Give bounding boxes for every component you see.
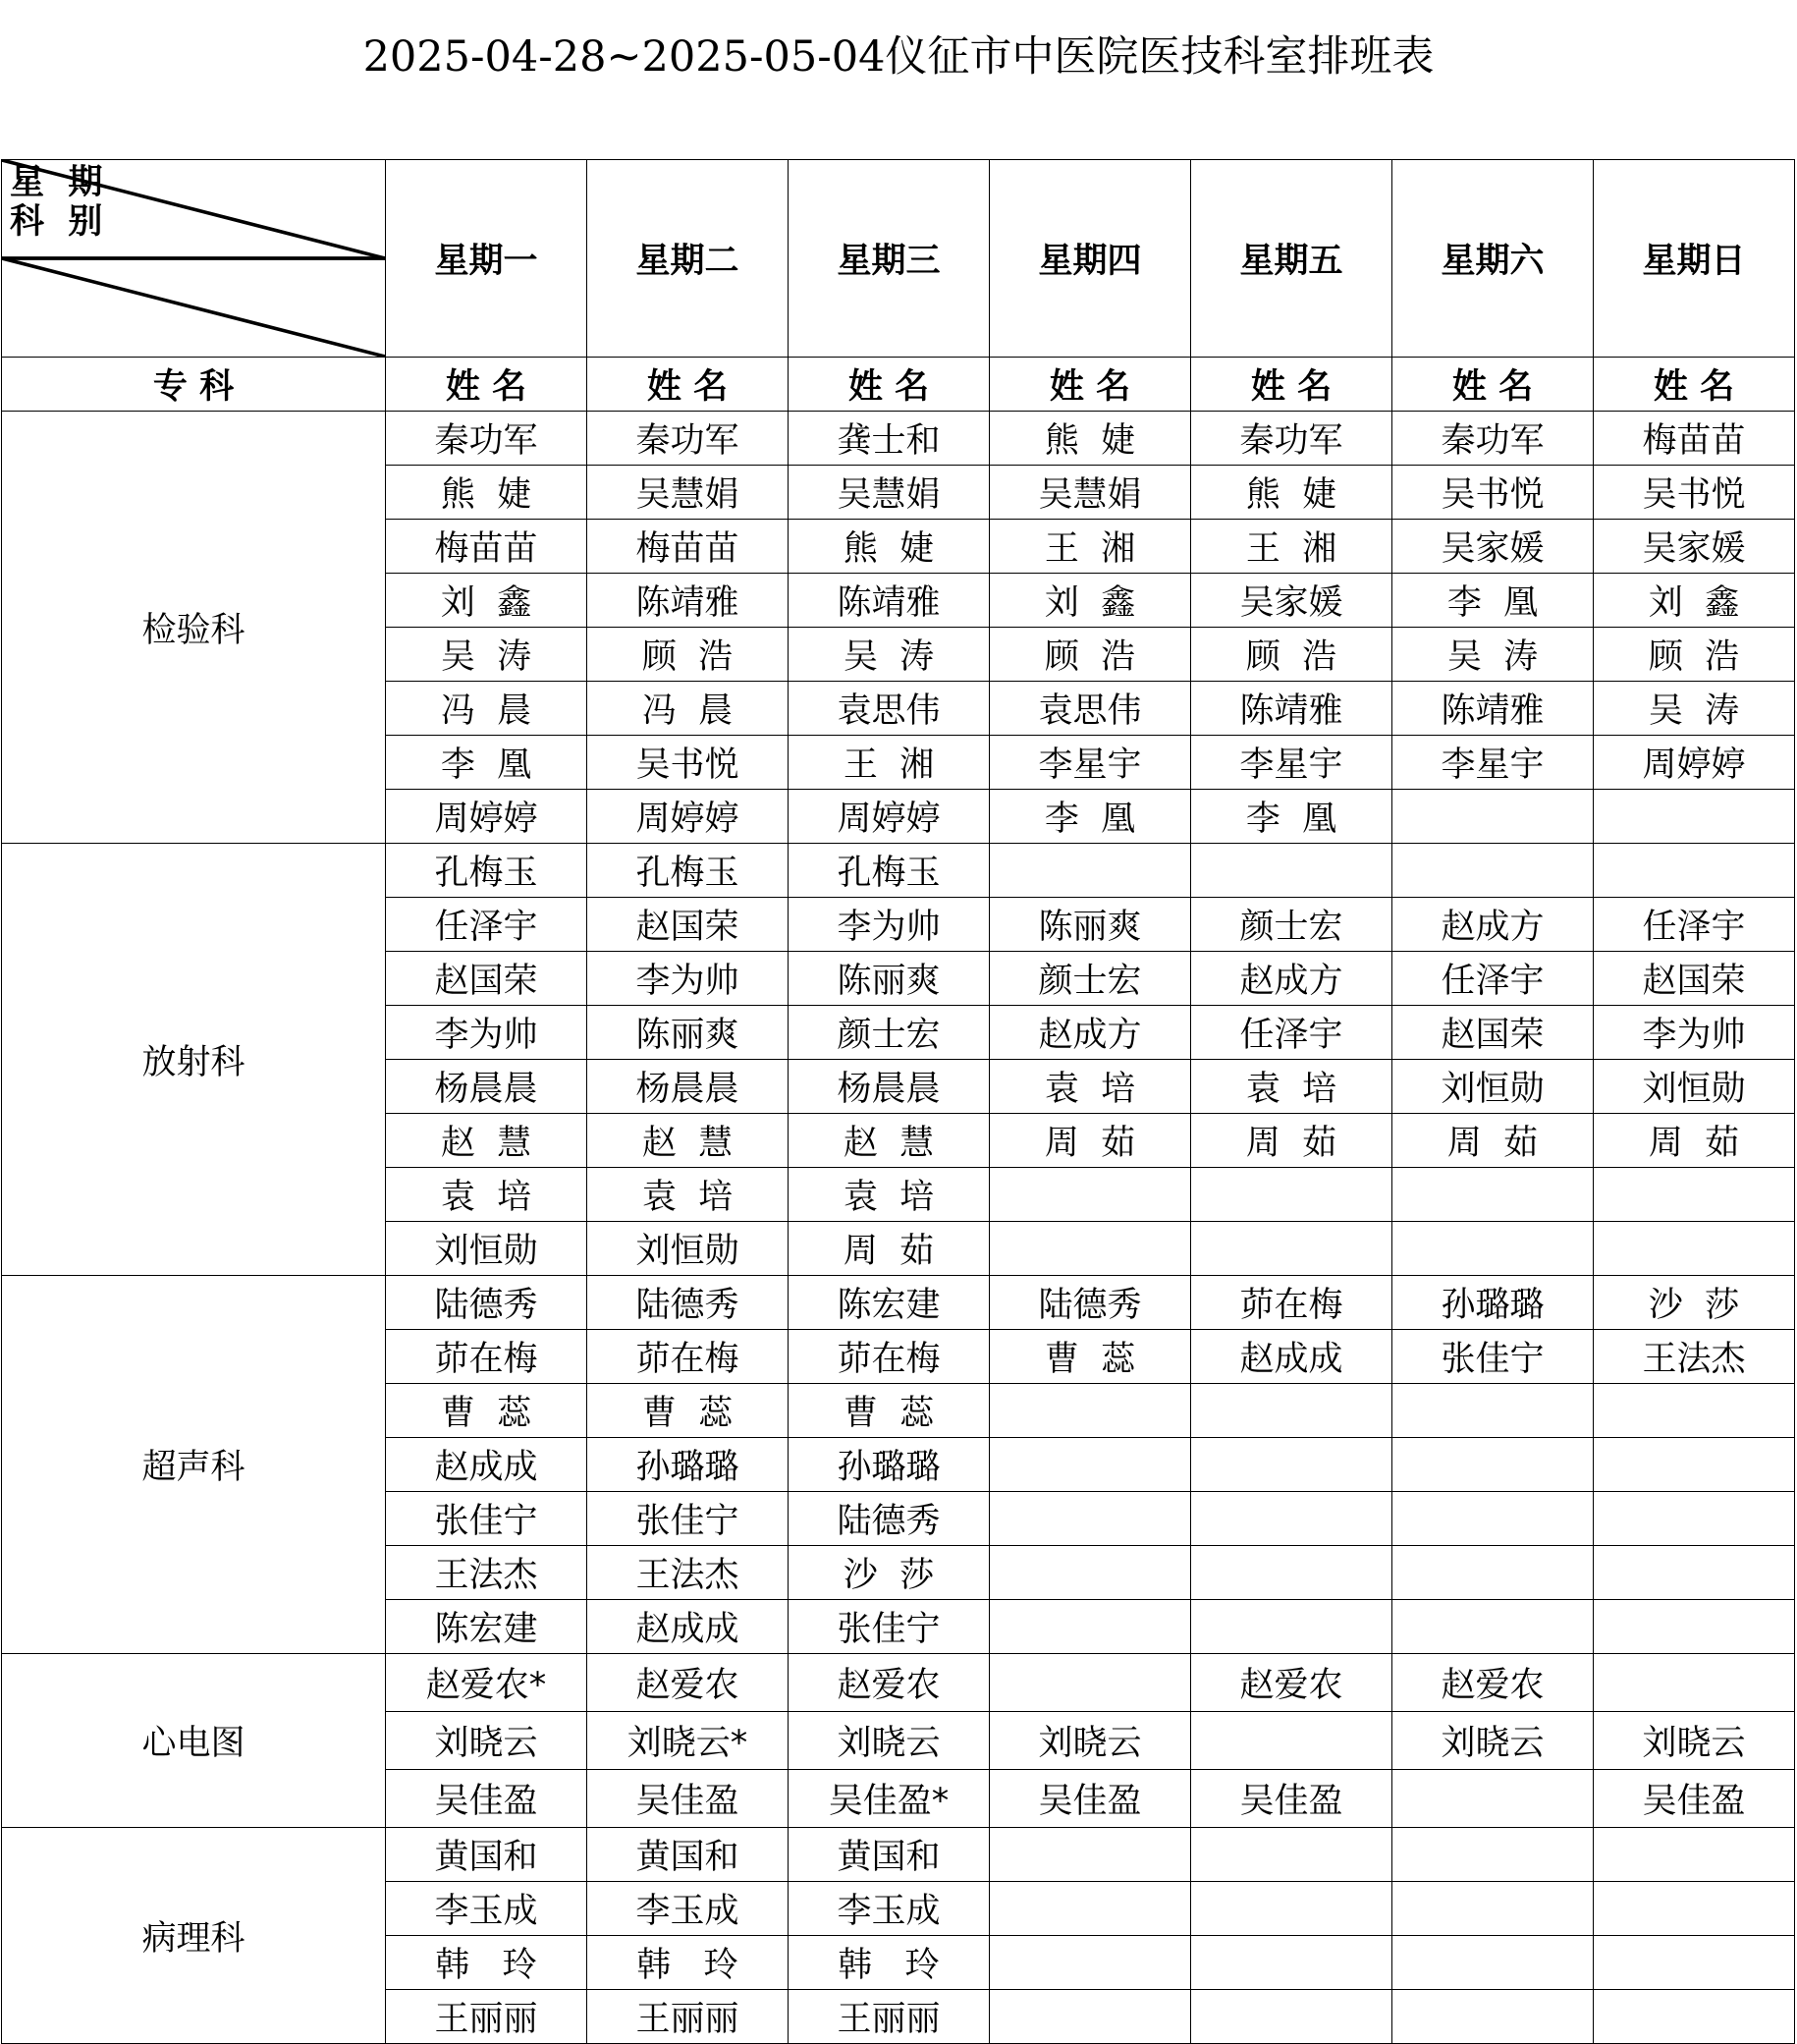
staff-name-cell: 张佳宁 — [587, 1492, 789, 1546]
staff-name-cell: 周 茹 — [1191, 1114, 1392, 1168]
staff-name-cell — [1392, 1770, 1594, 1828]
staff-name-cell: 刘晓云 — [789, 1712, 990, 1770]
staff-name-cell: 王丽丽 — [587, 1990, 789, 2044]
staff-name-cell: 王法杰 — [1594, 1330, 1795, 1384]
staff-name-cell: 顾 浩 — [1191, 628, 1392, 682]
staff-name-cell: 王 湘 — [1191, 520, 1392, 574]
staff-name-cell: 张佳宁 — [789, 1600, 990, 1654]
staff-name-cell: 赵国荣 — [1392, 1006, 1594, 1060]
staff-name-cell: 吴佳盈 — [587, 1770, 789, 1828]
staff-name-cell: 茆在梅 — [587, 1330, 789, 1384]
staff-name-cell: 吴家媛 — [1191, 574, 1392, 628]
staff-name-cell: 颜士宏 — [1191, 898, 1392, 952]
staff-name-cell: 曹 蕊 — [789, 1384, 990, 1438]
staff-name-cell — [1191, 1882, 1392, 1936]
staff-name-cell: 熊 婕 — [990, 412, 1191, 466]
staff-name-cell: 赵 慧 — [587, 1114, 789, 1168]
staff-name-cell: 赵成方 — [1191, 952, 1392, 1006]
staff-name-cell — [990, 1546, 1191, 1600]
staff-name-cell: 李玉成 — [587, 1882, 789, 1936]
staff-name-cell — [1392, 1438, 1594, 1492]
department-name: 心电图 — [2, 1654, 386, 1828]
staff-name-cell: 吴慧娟 — [990, 466, 1191, 520]
staff-name-cell: 李为帅 — [587, 952, 789, 1006]
staff-name-cell: 刘 鑫 — [1594, 574, 1795, 628]
staff-name-cell: 吴佳盈* — [789, 1770, 990, 1828]
staff-name-cell: 茆在梅 — [789, 1330, 990, 1384]
header-row — [2, 160, 1795, 358]
staff-name-cell: 赵爱农 — [789, 1654, 990, 1712]
staff-name-cell: 袁 培 — [789, 1168, 990, 1222]
staff-name-cell: 陈靖雅 — [587, 574, 789, 628]
staff-name-cell — [990, 1384, 1191, 1438]
department-name: 放射科 — [2, 844, 386, 1276]
staff-name-cell — [1594, 1492, 1795, 1546]
staff-name-cell: 赵 慧 — [386, 1114, 587, 1168]
staff-name-cell: 赵爱农* — [386, 1654, 587, 1712]
staff-name-cell: 袁思伟 — [789, 682, 990, 736]
staff-name-cell: 吴 涛 — [386, 628, 587, 682]
corner-weekday-label: 星 期 — [10, 163, 103, 202]
staff-name-cell: 周婷婷 — [386, 790, 587, 844]
staff-name-cell — [1594, 1222, 1795, 1276]
staff-name-cell: 王 湘 — [789, 736, 990, 790]
staff-name-cell — [1594, 1936, 1795, 1990]
staff-name-cell: 陈靖雅 — [789, 574, 990, 628]
staff-name-cell: 李星宇 — [1191, 736, 1392, 790]
staff-name-cell: 熊 婕 — [789, 520, 990, 574]
staff-name-cell: 刘 鑫 — [990, 574, 1191, 628]
staff-name-cell: 冯 晨 — [587, 682, 789, 736]
staff-name-cell: 吴 涛 — [1392, 628, 1594, 682]
staff-name-cell — [1191, 1828, 1392, 1882]
specialty-label: 专 科 — [2, 358, 386, 412]
staff-name-cell: 刘晓云 — [386, 1712, 587, 1770]
staff-name-cell: 沙 莎 — [789, 1546, 990, 1600]
staff-name-cell — [1594, 1828, 1795, 1882]
table-row — [2, 1276, 1795, 1330]
staff-name-cell — [1191, 1222, 1392, 1276]
staff-name-cell: 王 湘 — [990, 520, 1191, 574]
staff-name-cell: 王法杰 — [587, 1546, 789, 1600]
day-header-wed: 星期三 — [789, 160, 990, 358]
staff-name-cell: 吴书悦 — [587, 736, 789, 790]
staff-name-cell: 韩 玲 — [587, 1936, 789, 1990]
staff-name-cell: 吴书悦 — [1594, 466, 1795, 520]
staff-name-cell: 刘恒勋 — [386, 1222, 587, 1276]
name-label: 姓 名 — [386, 358, 587, 412]
staff-name-cell: 周 茹 — [1594, 1114, 1795, 1168]
staff-name-cell: 袁 培 — [386, 1168, 587, 1222]
staff-name-cell: 顾 浩 — [1594, 628, 1795, 682]
staff-name-cell: 龚士和 — [789, 412, 990, 466]
staff-name-cell — [1594, 1384, 1795, 1438]
staff-name-cell — [1392, 1600, 1594, 1654]
staff-name-cell: 陈宏建 — [386, 1600, 587, 1654]
staff-name-cell — [1392, 790, 1594, 844]
duty-roster-table — [1, 159, 1795, 2044]
department-name: 检验科 — [2, 412, 386, 844]
staff-name-cell: 张佳宁 — [1392, 1330, 1594, 1384]
staff-name-cell: 陆德秀 — [386, 1276, 587, 1330]
corner-department-label: 科 别 — [10, 202, 103, 242]
name-label: 姓 名 — [789, 358, 990, 412]
day-header-tue: 星期二 — [587, 160, 789, 358]
staff-name-cell: 刘晓云 — [1392, 1712, 1594, 1770]
staff-name-cell: 赵国荣 — [386, 952, 587, 1006]
staff-name-cell: 韩 玲 — [386, 1936, 587, 1990]
staff-name-cell: 曹 蕊 — [386, 1384, 587, 1438]
department-name: 超声科 — [2, 1276, 386, 1654]
staff-name-cell: 黄国和 — [587, 1828, 789, 1882]
staff-name-cell: 茆在梅 — [386, 1330, 587, 1384]
staff-name-cell — [1594, 1654, 1795, 1712]
day-header-thu: 星期四 — [990, 160, 1191, 358]
staff-name-cell: 梅苗苗 — [386, 520, 587, 574]
staff-name-cell: 李为帅 — [1594, 1006, 1795, 1060]
staff-name-cell: 陈丽爽 — [789, 952, 990, 1006]
staff-name-cell — [1191, 1168, 1392, 1222]
staff-name-cell — [1594, 1546, 1795, 1600]
staff-name-cell: 赵爱农 — [1392, 1654, 1594, 1712]
staff-name-cell — [1594, 790, 1795, 844]
staff-name-cell: 顾 浩 — [587, 628, 789, 682]
staff-name-cell — [990, 1990, 1191, 2044]
staff-name-cell: 孔梅玉 — [386, 844, 587, 898]
staff-name-cell — [1594, 1600, 1795, 1654]
staff-name-cell: 吴家媛 — [1594, 520, 1795, 574]
staff-name-cell: 袁 培 — [587, 1168, 789, 1222]
staff-name-cell: 陈宏建 — [789, 1276, 990, 1330]
staff-name-cell: 吴书悦 — [1392, 466, 1594, 520]
staff-name-cell: 梅苗苗 — [587, 520, 789, 574]
staff-name-cell — [1392, 1492, 1594, 1546]
staff-name-cell — [1392, 844, 1594, 898]
staff-name-cell: 颜士宏 — [789, 1006, 990, 1060]
staff-name-cell: 赵成成 — [386, 1438, 587, 1492]
staff-name-cell: 张佳宁 — [386, 1492, 587, 1546]
staff-name-cell — [990, 1168, 1191, 1222]
staff-name-cell: 秦功军 — [386, 412, 587, 466]
subheader-row — [2, 358, 1795, 412]
staff-name-cell: 赵成方 — [990, 1006, 1191, 1060]
staff-name-cell: 任泽宇 — [386, 898, 587, 952]
staff-name-cell: 李星宇 — [990, 736, 1191, 790]
staff-name-cell — [990, 1600, 1191, 1654]
staff-name-cell: 刘 鑫 — [386, 574, 587, 628]
staff-name-cell: 颜士宏 — [990, 952, 1191, 1006]
staff-name-cell: 孔梅玉 — [587, 844, 789, 898]
staff-name-cell: 冯 晨 — [386, 682, 587, 736]
department-name: 病理科 — [2, 1828, 386, 2044]
staff-name-cell — [1191, 1384, 1392, 1438]
staff-name-cell: 赵国荣 — [1594, 952, 1795, 1006]
staff-name-cell — [990, 1654, 1191, 1712]
staff-name-cell: 周 茹 — [789, 1222, 990, 1276]
staff-name-cell: 曹 蕊 — [990, 1330, 1191, 1384]
staff-name-cell: 袁思伟 — [990, 682, 1191, 736]
staff-name-cell — [1392, 1828, 1594, 1882]
staff-name-cell — [990, 1882, 1191, 1936]
staff-name-cell: 任泽宇 — [1191, 1006, 1392, 1060]
staff-name-cell — [990, 1828, 1191, 1882]
staff-name-cell: 赵爱农 — [587, 1654, 789, 1712]
page-title: 2025-04-28~2025-05-04仪征市中医院医技科室排班表 — [362, 32, 1435, 82]
staff-name-cell — [1392, 1384, 1594, 1438]
staff-name-cell — [1191, 1438, 1392, 1492]
staff-name-cell: 刘恒勋 — [1594, 1060, 1795, 1114]
name-label: 姓 名 — [1392, 358, 1594, 412]
staff-name-cell — [990, 1222, 1191, 1276]
staff-name-cell: 黄国和 — [386, 1828, 587, 1882]
staff-name-cell: 秦功军 — [1191, 412, 1392, 466]
table-row — [2, 1828, 1795, 1882]
staff-name-cell: 袁 培 — [990, 1060, 1191, 1114]
staff-name-cell — [1594, 1882, 1795, 1936]
staff-name-cell: 吴慧娟 — [587, 466, 789, 520]
staff-name-cell: 沙 莎 — [1594, 1276, 1795, 1330]
staff-name-cell: 任泽宇 — [1594, 898, 1795, 952]
staff-name-cell: 周婷婷 — [587, 790, 789, 844]
staff-name-cell — [990, 1492, 1191, 1546]
staff-name-cell: 李 凰 — [386, 736, 587, 790]
day-header-mon: 星期一 — [386, 160, 587, 358]
staff-name-cell: 赵成成 — [587, 1600, 789, 1654]
staff-name-cell: 周婷婷 — [1594, 736, 1795, 790]
staff-name-cell: 刘晓云 — [1594, 1712, 1795, 1770]
name-label: 姓 名 — [1594, 358, 1795, 412]
staff-name-cell — [1594, 844, 1795, 898]
staff-name-cell: 李 凰 — [1392, 574, 1594, 628]
staff-name-cell — [1191, 1600, 1392, 1654]
staff-name-cell: 王丽丽 — [789, 1990, 990, 2044]
staff-name-cell: 刘恒勋 — [587, 1222, 789, 1276]
staff-name-cell: 赵国荣 — [587, 898, 789, 952]
staff-name-cell: 韩 玲 — [789, 1936, 990, 1990]
table-row — [2, 412, 1795, 466]
staff-name-cell: 吴佳盈 — [1191, 1770, 1392, 1828]
staff-name-cell: 李玉成 — [386, 1882, 587, 1936]
staff-name-cell — [990, 844, 1191, 898]
staff-name-cell: 李玉成 — [789, 1882, 990, 1936]
staff-name-cell: 孙璐璐 — [789, 1438, 990, 1492]
table-row — [2, 1654, 1795, 1712]
staff-name-cell — [1594, 1438, 1795, 1492]
staff-name-cell — [1392, 1882, 1594, 1936]
staff-name-cell: 黄国和 — [789, 1828, 990, 1882]
staff-name-cell — [1392, 1222, 1594, 1276]
staff-name-cell: 周 茹 — [1392, 1114, 1594, 1168]
staff-name-cell: 熊 婕 — [1191, 466, 1392, 520]
staff-name-cell: 李为帅 — [386, 1006, 587, 1060]
staff-name-cell: 孙璐璐 — [587, 1438, 789, 1492]
staff-name-cell — [1594, 1990, 1795, 2044]
staff-name-cell: 陈靖雅 — [1392, 682, 1594, 736]
staff-name-cell — [1191, 1990, 1392, 2044]
staff-name-cell: 陆德秀 — [587, 1276, 789, 1330]
staff-name-cell: 李星宇 — [1392, 736, 1594, 790]
staff-name-cell: 吴佳盈 — [990, 1770, 1191, 1828]
staff-name-cell: 任泽宇 — [1392, 952, 1594, 1006]
staff-name-cell: 孔梅玉 — [789, 844, 990, 898]
staff-name-cell: 吴 涛 — [1594, 682, 1795, 736]
staff-name-cell: 赵 慧 — [789, 1114, 990, 1168]
staff-name-cell: 王法杰 — [386, 1546, 587, 1600]
staff-name-cell: 陈丽爽 — [587, 1006, 789, 1060]
staff-name-cell — [1392, 1546, 1594, 1600]
staff-name-cell — [990, 1936, 1191, 1990]
name-label: 姓 名 — [990, 358, 1191, 412]
staff-name-cell: 袁 培 — [1191, 1060, 1392, 1114]
staff-name-cell: 吴佳盈 — [386, 1770, 587, 1828]
staff-name-cell: 陆德秀 — [789, 1492, 990, 1546]
staff-name-cell — [1191, 844, 1392, 898]
staff-name-cell: 刘恒勋 — [1392, 1060, 1594, 1114]
staff-name-cell: 茆在梅 — [1191, 1276, 1392, 1330]
staff-name-cell: 梅苗苗 — [1594, 412, 1795, 466]
staff-name-cell: 吴家媛 — [1392, 520, 1594, 574]
staff-name-cell: 李 凰 — [990, 790, 1191, 844]
staff-name-cell: 曹 蕊 — [587, 1384, 789, 1438]
staff-name-cell — [1191, 1712, 1392, 1770]
staff-name-cell: 周婷婷 — [789, 790, 990, 844]
staff-name-cell: 顾 浩 — [990, 628, 1191, 682]
day-header-sun: 星期日 — [1594, 160, 1795, 358]
staff-name-cell: 周 茹 — [990, 1114, 1191, 1168]
staff-name-cell: 赵成成 — [1191, 1330, 1392, 1384]
staff-name-cell: 刘晓云 — [990, 1712, 1191, 1770]
table-row — [2, 844, 1795, 898]
staff-name-cell: 陈丽爽 — [990, 898, 1191, 952]
staff-name-cell: 陆德秀 — [990, 1276, 1191, 1330]
name-label: 姓 名 — [1191, 358, 1392, 412]
staff-name-cell — [1191, 1492, 1392, 1546]
staff-name-cell: 赵成方 — [1392, 898, 1594, 952]
staff-name-cell: 杨晨晨 — [587, 1060, 789, 1114]
staff-name-cell — [990, 1438, 1191, 1492]
staff-name-cell: 陈靖雅 — [1191, 682, 1392, 736]
staff-name-cell — [1594, 1168, 1795, 1222]
staff-name-cell: 孙璐璐 — [1392, 1276, 1594, 1330]
staff-name-cell — [1191, 1546, 1392, 1600]
staff-name-cell: 吴佳盈 — [1594, 1770, 1795, 1828]
staff-name-cell: 杨晨晨 — [789, 1060, 990, 1114]
staff-name-cell — [1392, 1168, 1594, 1222]
staff-name-cell: 李 凰 — [1191, 790, 1392, 844]
day-header-fri: 星期五 — [1191, 160, 1392, 358]
staff-name-cell — [1392, 1936, 1594, 1990]
staff-name-cell: 王丽丽 — [386, 1990, 587, 2044]
name-label: 姓 名 — [587, 358, 789, 412]
staff-name-cell: 秦功军 — [1392, 412, 1594, 466]
staff-name-cell: 吴慧娟 — [789, 466, 990, 520]
staff-name-cell: 李为帅 — [789, 898, 990, 952]
staff-name-cell — [1191, 1936, 1392, 1990]
staff-name-cell: 赵爱农 — [1191, 1654, 1392, 1712]
staff-name-cell — [1392, 1990, 1594, 2044]
corner-cell — [2, 160, 386, 358]
staff-name-cell: 秦功军 — [587, 412, 789, 466]
staff-name-cell: 杨晨晨 — [386, 1060, 587, 1114]
staff-name-cell: 刘晓云* — [587, 1712, 789, 1770]
staff-name-cell: 吴 涛 — [789, 628, 990, 682]
staff-name-cell: 熊 婕 — [386, 466, 587, 520]
day-header-sat: 星期六 — [1392, 160, 1594, 358]
